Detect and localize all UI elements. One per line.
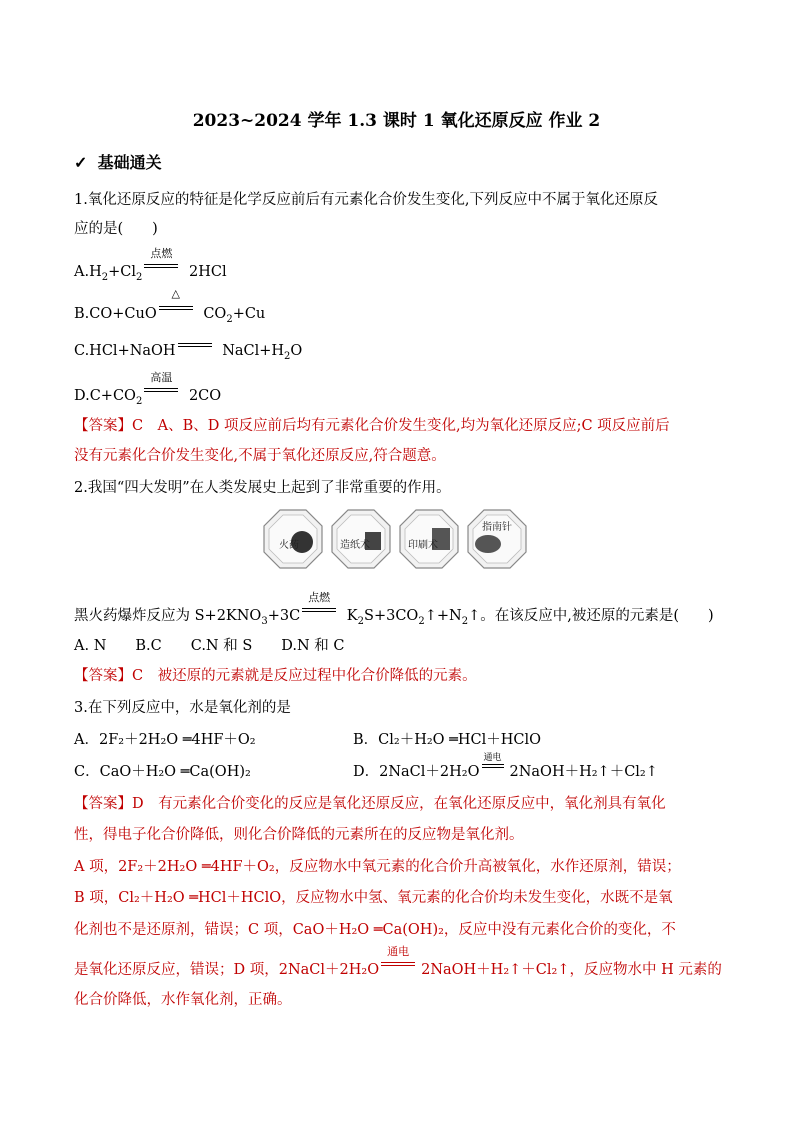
q3-explanation-line2: 性，得电子化合价降低，则化合价降低的元素所在的反应物是氧化剂。 xyxy=(74,827,524,843)
q1-option-c: C.HCl+NaOH $NaCl+H_2O$ xyxy=(74,343,303,362)
condition-arrow: 点燃 xyxy=(142,262,180,276)
condition-arrow: △ xyxy=(157,304,195,318)
invention-tile-paper xyxy=(330,508,392,570)
q1-answer-line1: 【答案】C A、B、D 项反应前后均有元素化合价发生变化,均为氧化还原反应;C 项反应前后 xyxy=(74,418,670,434)
condition-arrow: 通电 xyxy=(379,960,417,974)
q3-stem: 3.在下列反应中，水是氧化剂的是 xyxy=(74,700,291,716)
invention-label: 造纸术 xyxy=(340,540,370,551)
q3-explanation-line5: 化剂也不是还原剂，错误；C 项，CaO＋H₂O ═Ca(OH)₂，反应中没有元素化合价的变化，不 xyxy=(74,922,676,938)
invention-tile-gunpowder xyxy=(262,508,324,570)
check-icon: ✓ xyxy=(74,153,88,172)
q1-option-d: $D.C+CO_2$ 高温 2CO xyxy=(74,371,222,407)
q1-stem-line1: 1.氧化还原反应的特征是化学反应前后有元素化合价发生变化,下列反应中不属于氧化还原反 xyxy=(74,192,658,208)
q3-option-b: B．Cl₂＋H₂O ═HCl＋HClO xyxy=(353,732,542,748)
q3-option-a: A．2F₂＋2H₂O ═4HF＋O₂ xyxy=(74,732,256,748)
section-heading xyxy=(74,150,162,173)
invention-label: 火药 xyxy=(279,540,299,551)
q2-stem: 2.我国“四大发明”在人类发展史上起到了非常重要的作用。 xyxy=(74,480,451,496)
invention-tile-compass xyxy=(466,508,528,570)
q2-reaction: 黑火药爆炸反应为 $S+2KNO_3+3C$ 点燃 $K_2S+3CO_2↑+N_2↑$。在该反应中,被还原的元素是( ) xyxy=(74,591,714,627)
condition-arrow: 通电 xyxy=(480,762,506,776)
q2-options: A. N B.C C.N 和 S D.N 和 C xyxy=(74,638,345,654)
q1-stem-line2: 应的是( ) xyxy=(74,221,158,237)
q3-explanation-line4: B 项，Cl₂＋H₂O ═HCl＋HClO，反应物水中氢、氧元素的化合价均未发生变化，水既不是氧 xyxy=(74,890,673,906)
q2-answer: 【答案】C 被还原的元素就是反应过程中化合价降低的元素。 xyxy=(74,668,477,684)
invention-label: 指南针 xyxy=(482,522,512,533)
q3-option-c: C．CaO＋H₂O ═Ca(OH)₂ xyxy=(74,764,251,780)
condition-arrow: 高温 xyxy=(142,386,180,400)
invention-tile-printing xyxy=(398,508,460,570)
q3-explanation-line3: A 项，2F₂＋2H₂O ═4HF＋O₂，反应物水中氧元素的化合价升高被氧化，水作还原剂，错误； xyxy=(74,859,681,875)
section-title: 基础通关 xyxy=(97,153,162,172)
q1-option-a: $A.H_2+Cl_2$ 点燃 2HCl xyxy=(74,247,227,283)
q1-answer-line2: 没有元素化合价发生变化,不属于氧化还原反应,符合题意。 xyxy=(74,448,446,464)
q3-option-d: D．2NaCl＋2H₂O 通电 2NaOH＋H₂↑＋Cl₂↑ xyxy=(353,753,658,780)
four-inventions-image xyxy=(262,508,532,570)
q3-explanation-line7: 化合价降低，水作氧化剂，正确。 xyxy=(74,992,292,1008)
equals-sign xyxy=(176,341,214,355)
condition-arrow: 点燃 xyxy=(300,606,338,620)
page-title: 2023~2024 学年 1.3 课时 1 氧化还原反应 作业 2 xyxy=(192,111,601,131)
q3-answer-line1: 【答案】D 有元素化合价变化的反应是氧化还原反应，在氧化还原反应中，氧化剂具有氧化 xyxy=(74,796,666,812)
q1-option-b: B.CO+CuO △ $CO_2+Cu$ xyxy=(74,287,266,325)
invention-label: 印刷术 xyxy=(408,540,438,551)
q3-explanation-line6: 是氧化还原反应，错误；D 项，2NaCl＋2H₂O 通电 2NaOH＋H₂↑＋Cl₂↑，反应物水中 H 元素的 xyxy=(74,945,722,978)
